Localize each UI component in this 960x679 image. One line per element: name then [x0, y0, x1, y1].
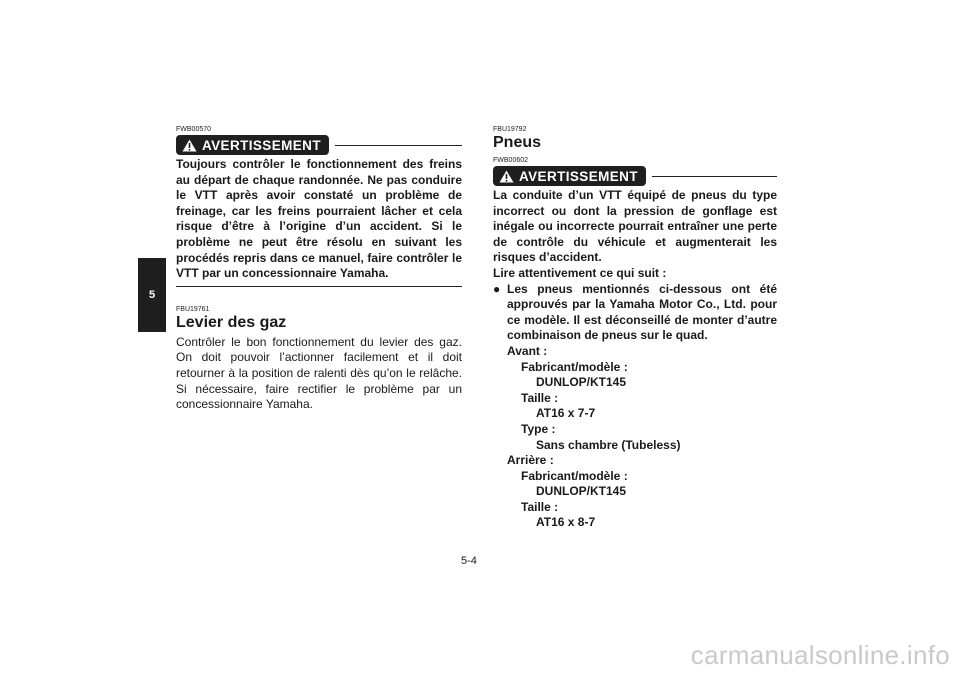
section-title-tires: Pneus	[493, 134, 542, 151]
warning-header	[176, 135, 462, 155]
left-column	[176, 125, 462, 413]
front-maker-value: DUNLOP/KT145	[536, 375, 627, 390]
warning-end-rule	[176, 286, 462, 287]
warning-triangle-icon	[182, 139, 197, 152]
warning-header-tires	[493, 166, 777, 186]
warning-label: AVERTISSEMENT	[202, 137, 321, 153]
section-text: Contrôler le bon fonctionnement du levier des gaz. On doit pouvoir l’actionner facilement et il doit retourner à la position de ralenti dès qu’on le relâche. Si nécessaire, faire rectifier le problème par un concessionnaire Yamaha.	[176, 334, 462, 412]
warning-label-tires: AVERTISSEMENT	[519, 168, 638, 184]
right-column	[493, 125, 777, 531]
warning-code: FWB00570	[176, 126, 212, 133]
warning-header-line	[335, 145, 462, 146]
tire-bullet-text: Les pneus mentionnés ci-dessous ont été approuvés par la Yamaha Motor Co., Ltd. pour ce modèle. Il est déconseillé de monter d’autre combinaison de pneus sur le quad.	[507, 281, 777, 343]
warning-text-tires: La conduite d’un VTT équipé de pneus du type incorrect ou dont la pression de gonflage est inégale ou incorrecte pourrait entraîner une perte de contrôle du véhicule et augmenterait les risques d’accident.	[493, 188, 777, 265]
read-carefully-text: Lire attentivement ce qui suit :	[493, 265, 667, 280]
page-number: 5-4	[461, 555, 477, 567]
section-title: Levier des gaz	[176, 313, 287, 331]
chapter-tab	[138, 258, 166, 332]
tire-bullet	[493, 282, 777, 344]
warning-badge	[176, 135, 329, 155]
rear-size-label: Taille :	[521, 499, 559, 514]
section-code-tires: FBU19792	[493, 126, 527, 133]
warning-header-line-tires	[652, 176, 777, 177]
bullet-dot-icon: ●	[493, 281, 501, 296]
watermark[interactable]: carmanualsonline.info	[690, 640, 950, 670]
warning-code-tires: FWB00602	[493, 157, 529, 164]
front-type-value: Sans chambre (Tubeless)	[536, 437, 681, 452]
warning-triangle-icon	[499, 170, 514, 183]
front-type-label: Type :	[521, 421, 556, 436]
front-label: Avant :	[507, 343, 548, 358]
rear-label: Arrière :	[507, 453, 554, 468]
rear-maker-value: DUNLOP/KT145	[536, 484, 627, 499]
front-maker-label: Fabricant/modèle :	[521, 359, 628, 374]
rear-size-value: AT16 x 8-7	[536, 515, 596, 530]
rear-maker-label: Fabricant/modèle :	[521, 468, 628, 483]
section-code: FBU19761	[176, 305, 210, 313]
chapter-tab-number: 5	[148, 289, 156, 301]
front-size-label: Taille :	[521, 390, 559, 405]
warning-badge-tires	[493, 166, 646, 186]
warning-text: Toujours contrôler le fonctionnement des freins au départ de chaque randonnée. Ne pas conduire le VTT après avoir constaté un problème de freinage, car les freins pourraient lâcher et cela risque d’être à l’origine d’un accident. Si le problème ne peut être résolu en suivant les procédés repris dans ce manuel, faire contrôler le VTT par un concessionnaire Yamaha.	[176, 157, 462, 281]
front-size-value: AT16 x 7-7	[536, 406, 596, 421]
